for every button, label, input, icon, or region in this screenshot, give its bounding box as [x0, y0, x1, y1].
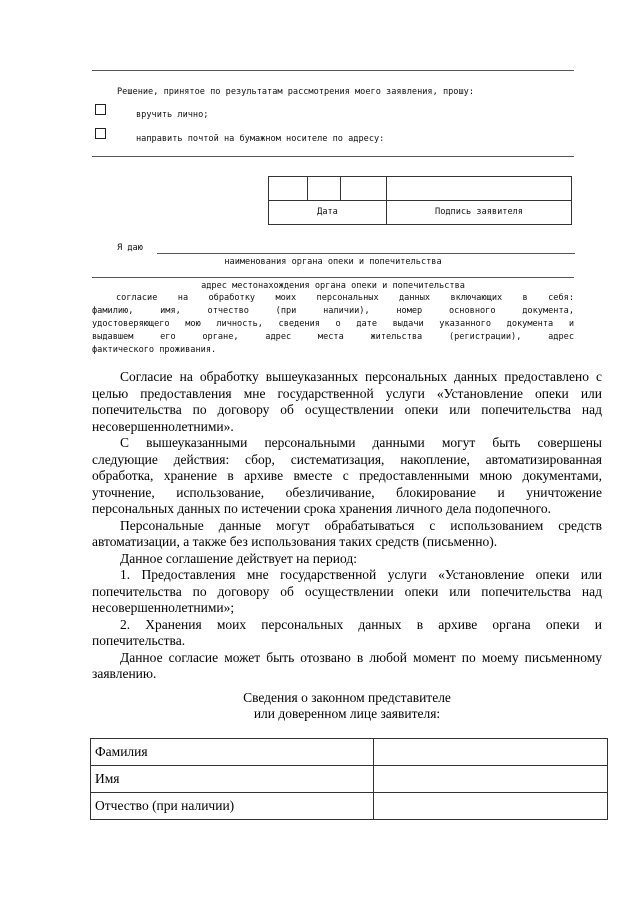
- authority-name-line: [157, 253, 575, 254]
- p3-line: автоматизации, а также без использования таких средств (письменно).: [92, 534, 498, 549]
- p2-line: уточнение, использование, обезличивание, блокирование и уничтожение: [92, 484, 602, 500]
- p2-line: С вышеуказанными персональными данными могут быть совершены: [120, 435, 602, 450]
- authority-address-caption: адрес местонахождения органа опеки и попечительства: [201, 281, 465, 291]
- consent-mono-block: [92, 292, 574, 357]
- p2-line: обработка, хранение в архиве вместе с предоставленными мною документами,: [92, 468, 602, 483]
- representative-title-2: или доверенном лице заявителя:: [253, 706, 441, 721]
- p1-line: несовершеннолетними».: [92, 418, 234, 434]
- representative-table: [90, 738, 608, 820]
- top-rule: [92, 70, 574, 71]
- row-label: Имя: [91, 766, 374, 793]
- signature-label: Подпись заявителя: [387, 201, 572, 225]
- date-label: Дата: [269, 201, 387, 225]
- p1-line: Согласие на обработку вышеуказанных персональных данных предоставлено с: [120, 369, 602, 384]
- p1-line: попечительства по договору об осуществлении опеки или попечительства над: [92, 402, 602, 417]
- p6-line: попечительства.: [92, 633, 186, 648]
- consent-line: фамилию, имя, отчество (при наличии), номер основного документа,: [92, 306, 574, 316]
- signature-table: [268, 176, 572, 225]
- consent-line: выдавшем его органе, адрес места жительства (регистрации), адрес: [92, 332, 574, 342]
- p1-line: целью предоставления мне государственной услуги «Установление опеки или: [92, 385, 602, 401]
- consent-line: фактического проживания.: [92, 345, 217, 355]
- option-mail-label: направить почтой на бумажном носителе по адресу:: [136, 134, 385, 144]
- consent-line: удостоверяющего мою личность, сведения о дате выдачи указанного документа и: [92, 319, 574, 329]
- p4-line: Данное соглашение действует на период:: [120, 550, 357, 566]
- date-year-cell[interactable]: [341, 177, 387, 201]
- row-value[interactable]: [374, 793, 608, 820]
- row-label: Отчество (при наличии): [91, 793, 374, 820]
- p2-line: следующие действия: сбор, систематизация, накопление, автоматизированная: [92, 451, 602, 467]
- p3-line: Персональные данные могут обрабатываться с использованием средств: [120, 517, 602, 533]
- date-day-cell[interactable]: [269, 177, 308, 201]
- p7-line: Данное согласие может быть отозвано в любой момент по моему письменному: [120, 649, 602, 665]
- consent-line: согласие на обработку моих персональных данных включающих в себя:: [116, 293, 574, 303]
- consent-body: [92, 369, 602, 683]
- signature-cell[interactable]: [387, 177, 572, 201]
- checkbox-mail[interactable]: [95, 128, 106, 139]
- address-rule: [92, 156, 574, 157]
- row-value[interactable]: [374, 739, 608, 766]
- p7-line: заявлению.: [92, 666, 157, 681]
- table-row: [91, 766, 608, 793]
- row-label: Фамилия: [91, 739, 374, 766]
- authority-name-caption: наименования органа опеки и попечительства: [224, 257, 442, 267]
- decision-intro: Решение, принятое по результатам рассмотрения моего заявления, прошу:: [117, 87, 474, 97]
- row-value[interactable]: [374, 766, 608, 793]
- p5-line: 1. Предоставления мне государственной услуги «Установление опеки или: [120, 567, 602, 582]
- representative-title-1: Сведения о законном представителе: [243, 690, 451, 705]
- date-month-cell[interactable]: [308, 177, 341, 201]
- option-personal-label: вручить лично;: [136, 110, 209, 120]
- p6-line: 2. Хранения моих персональных данных в архиве органа опеки и: [120, 616, 602, 632]
- table-row: [91, 793, 608, 820]
- authority-address-line: [92, 277, 574, 278]
- p5-line: несовершеннолетними»;: [92, 600, 235, 615]
- checkbox-personal[interactable]: [95, 104, 106, 115]
- i-give-label: Я даю: [117, 243, 143, 253]
- table-row: [91, 739, 608, 766]
- p2-line: персональных данных по истечении срока хранения личного дела подопечного.: [92, 501, 551, 516]
- p5-line: попечительства по договору об осуществлении опеки или попечительства над: [92, 583, 602, 599]
